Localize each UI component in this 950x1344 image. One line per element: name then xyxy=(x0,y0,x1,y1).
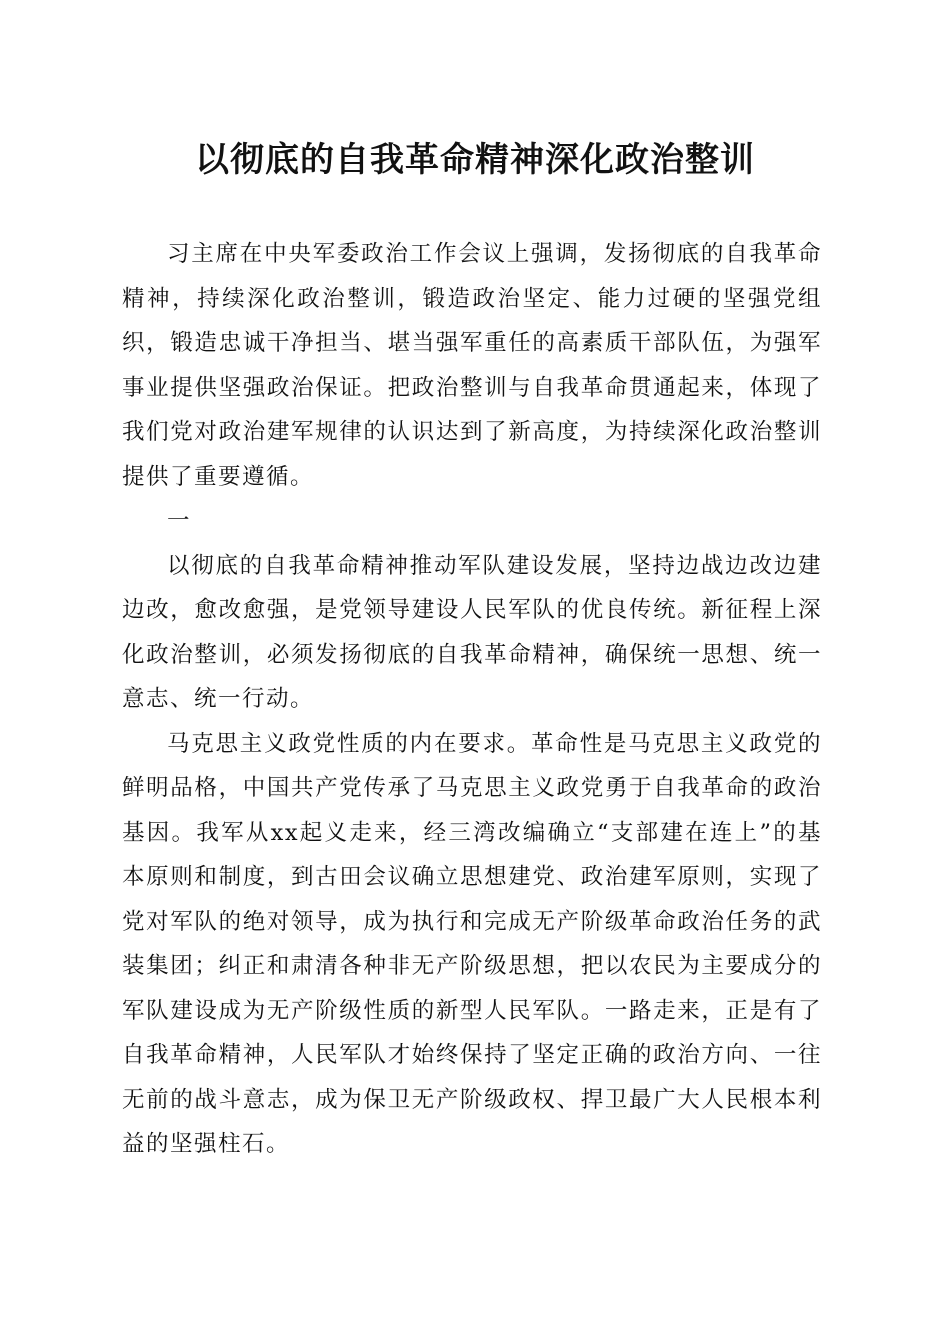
document-body xyxy=(122,232,822,1167)
paragraph-section-one: 以彻底的自我革命精神推动军队建设发展，坚持边战边改边建边改，愈改愈强，是党领导建设人民军队的优良传统。新征程上深化政治整训，必须发扬彻底的自我革命精神，确保统一思想、统一意志、统一行动。 xyxy=(122,552,822,712)
paragraph-intro: 习主席在中央军委政治工作会议上强调，发扬彻底的自我革命精神，持续深化政治整训，锻造政治坚定、能力过硬的坚强党组织，锻造忠诚干净担当、堪当强军重任的高素质干部队伍，为强军事业提供坚强政治保证。把政治整训与自我革命贯通起来，体现了我们党对政治建军规律的认识达到了新高度，为持续深化政治整训提供了重要遵循。 xyxy=(122,241,822,490)
section-heading-one: 一 xyxy=(167,508,192,534)
paragraph-marxist-party: 马克思主义政党性质的内在要求。革命性是马克思主义政党的鲜明品格，中国共产党传承了马克思主义政党勇于自我革命的政治基因。我军从xx起义走来，经三湾改编确立“支部建在连上”的基本原则和制度，到古田会议确立思想建党、政治建军原则，实现了党对军队的绝对领导，成为执行和完成无产阶级革命政治任务的武装集团；纠正和肃清各种非无产阶级思想，把以农民为主要成分的军队建设成为无产阶级性质的新型人民军队。一路走来，正是有了自我革命精神，人民军队才始终保持了坚定正确的政治方向、一往无前的战斗意志，成为保卫无产阶级政权、捍卫最广大人民根本利益的坚强柱石。 xyxy=(122,730,822,1157)
document-title: 以彻底的自我革命精神深化政治整训 xyxy=(195,140,755,180)
